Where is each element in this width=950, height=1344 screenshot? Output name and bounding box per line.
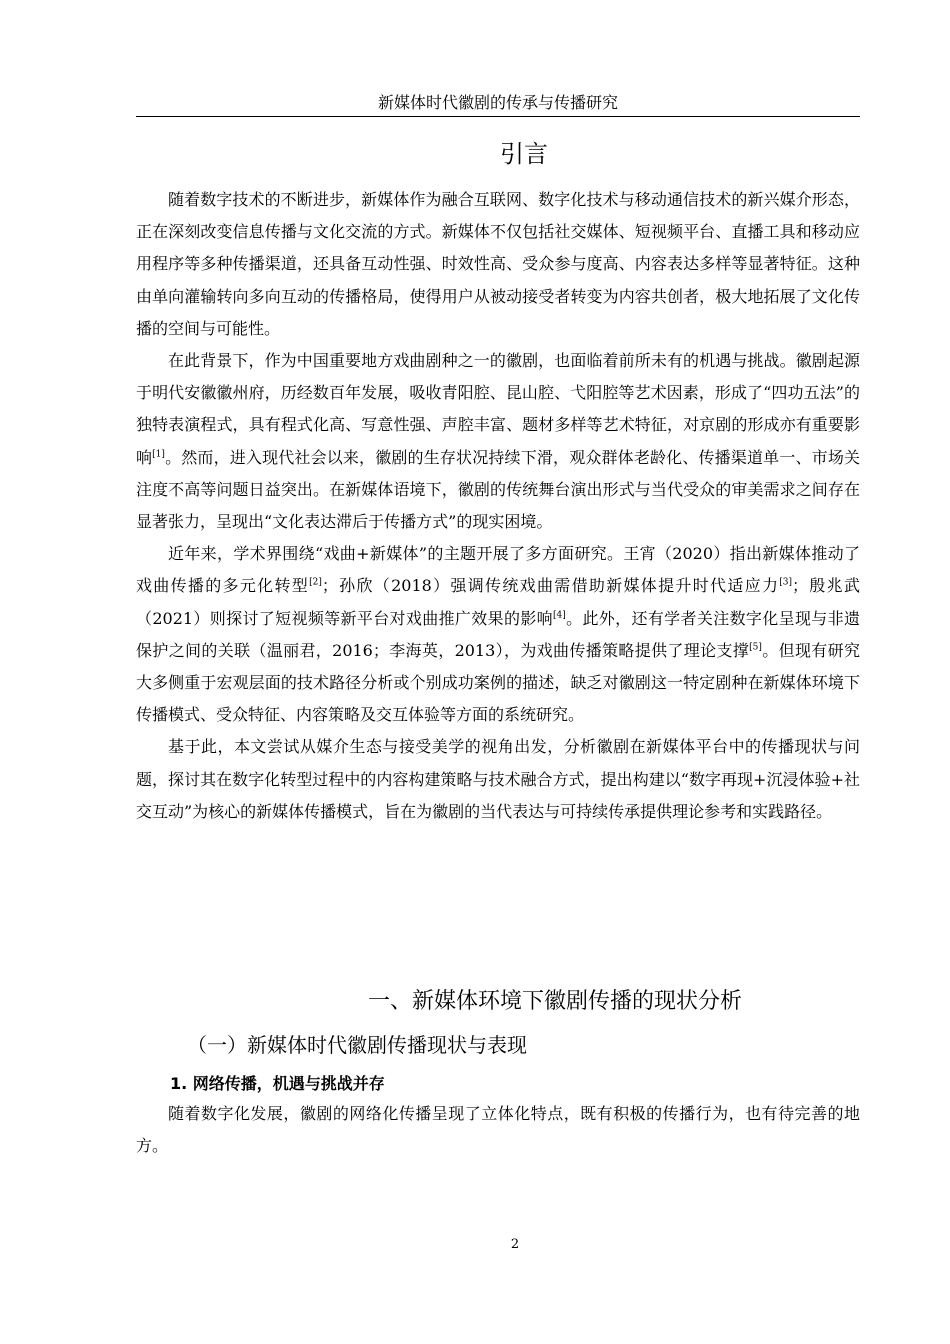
subsection-heading: （一）新媒体时代徽剧传播现状与表现 [187, 1033, 527, 1057]
intro-paragraph-1: 随着数字技术的不断进步，新媒体作为融合互联网、数字化技术与移动通信技术的新兴媒介形态，正在深刻改变信息传播与文化交流的方式。新媒体不仅包括社交媒体、短视频平台、直播工具和移动应用程序等多种传播渠道，还具备互动性强、时效性高、受众参与度高、内容表达多样等显著特征。这种由单向灌输转向多向互动的传播格局，使得用户从被动接受者转变为内容共创者，极大地拓展了文化传播的空间与可能性。 [136, 190, 860, 338]
section-body [136, 1098, 860, 1162]
header-rule [136, 116, 860, 117]
intro-paragraph-3 [136, 538, 860, 731]
citation-ref: [2] [309, 578, 322, 589]
paragraph-text: 。此外，还有学者关注数字化呈现与非遗保护之间的关联（温丽君，2016；李海英，2013），为戏曲传播策略提供了理论支撑 [136, 608, 860, 660]
section-heading: 一、新媒体环境下徽剧传播的现状分析 [367, 989, 742, 1014]
paragraph-text: 。然而，进入现代社会以来，徽剧的生存状况持续下滑，观众群体老龄化、传播渠道单一、市场关注度不高等问题日益突出。在新媒体语境下，徽剧的传统舞台演出形式与当代受众的审美需求之间存在显著张力，呈现出“文化表达滞后于传播方式”的现实困境。 [136, 447, 860, 532]
intro-heading: 引言 [500, 140, 548, 168]
citation-ref: [5] [749, 642, 762, 653]
page-number: 2 [510, 1237, 520, 1252]
citation-ref: [1] [152, 449, 165, 460]
paragraph-text: ；孙欣（2018）强调传统戏曲需借助新媒体提升时代适应力 [321, 576, 780, 596]
paragraph-text: 近年来，学术界围绕“戏曲+新媒体”的主题开展了多方面研究。王宵（2020）指出新媒体推动了戏曲传播的多元化转型 [136, 544, 860, 596]
intro-body [136, 184, 860, 828]
citation-ref: [3] [779, 578, 793, 589]
running-header: 新媒体时代徽剧的传承与传播研究 [377, 93, 618, 112]
section-paragraph: 随着数字化发展，徽剧的网络化传播呈现了立体化特点，既有积极的传播行为，也有待完善的地方。 [136, 1104, 860, 1155]
intro-paragraph-4: 基于此，本文尝试从媒介生态与接受美学的视角出发，分析徽剧在新媒体平台中的传播现状与问题，探讨其在数字化转型过程中的内容构建策略与技术融合方式，提出构建以“数字再现+沉浸体验+社交互动”为核心的新媒体传播模式，旨在为徽剧的当代表达与可持续传承提供理论参考和实践路径。 [136, 737, 860, 821]
paragraph-text: ；殷兆武（2021）则探讨了短视频等新平台对戏曲推广效果的影响 [136, 576, 860, 628]
paragraph-text: 。但现有研究大多侧重于宏观层面的技术路径分析或个别成功案例的描述，缺乏对徽剧这一特定剧种在新媒体环境下传播模式、受众特征、内容策略及交互体验等方面的系统研究。 [136, 640, 860, 725]
citation-ref: [4] [553, 610, 566, 621]
paragraph-text: 在此背景下，作为中国重要地方戏曲剧种之一的徽剧，也面临着前所未有的机遇与挑战。徽剧起源于明代安徽徽州府，历经数百年发展，吸收青阳腔、昆山腔、弋阳腔等艺术因素，形成了“四功五法”的独特表演程式，具有程式化高、写意性强、声腔丰富、题材多样等艺术特征，对京剧的形成亦有重要影响 [136, 351, 860, 467]
intro-paragraph-2 [136, 345, 860, 538]
subsubsection-heading: 1. 网络传播，机遇与挑战并存 [170, 1074, 385, 1093]
